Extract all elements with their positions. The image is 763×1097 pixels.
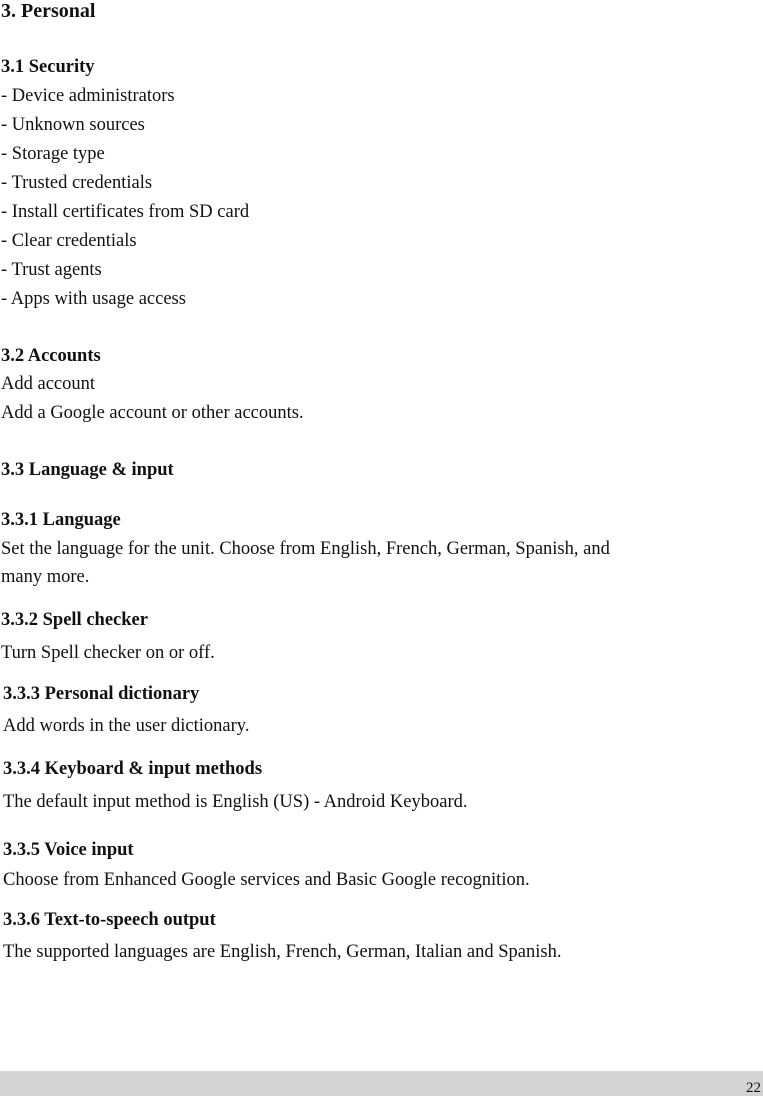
- language-text: many more.: [1, 567, 90, 587]
- list-item: - Storage type: [1, 144, 105, 164]
- security-heading: 3.1 Security: [1, 57, 95, 77]
- tts-heading: 3.3.6 Text-to-speech output: [3, 910, 216, 930]
- language-text: Set the language for the unit. Choose from English, French, German, Spanish, and: [1, 539, 610, 559]
- list-item: - Install certificates from SD card: [1, 202, 250, 222]
- keyboard-text: The default input method is English (US) - Android Keyboard.: [3, 792, 468, 812]
- personal-dictionary-text: Add words in the user dictionary.: [3, 716, 250, 736]
- accounts-line: Add a Google account or other accounts.: [1, 403, 304, 423]
- spell-checker-heading: 3.3.2 Spell checker: [1, 610, 148, 630]
- language-heading: 3.3.1 Language: [1, 510, 121, 530]
- list-item: - Clear credentials: [1, 231, 137, 251]
- accounts-heading: 3.2 Accounts: [1, 346, 101, 366]
- list-item: - Trust agents: [1, 260, 102, 280]
- page-number: 22: [746, 1080, 761, 1096]
- list-item: - Trusted credentials: [1, 173, 153, 193]
- footer-bar: [0, 1071, 763, 1096]
- accounts-line: Add account: [1, 374, 96, 394]
- list-item: - Apps with usage access: [1, 289, 186, 309]
- keyboard-heading: 3.3.4 Keyboard & input methods: [3, 759, 263, 779]
- section-title: 3. Personal: [1, 0, 96, 22]
- language-input-heading: 3.3 Language & input: [1, 460, 174, 480]
- spell-checker-text: Turn Spell checker on or off.: [1, 643, 215, 663]
- voice-input-text: Choose from Enhanced Google services and Basic Google recognition.: [3, 870, 530, 890]
- list-item: - Unknown sources: [1, 115, 145, 135]
- tts-text: The supported languages are English, French, German, Italian and Spanish.: [3, 942, 562, 962]
- list-item: - Device administrators: [1, 86, 175, 106]
- personal-dictionary-heading: 3.3.3 Personal dictionary: [3, 684, 200, 704]
- voice-input-heading: 3.3.5 Voice input: [3, 840, 134, 860]
